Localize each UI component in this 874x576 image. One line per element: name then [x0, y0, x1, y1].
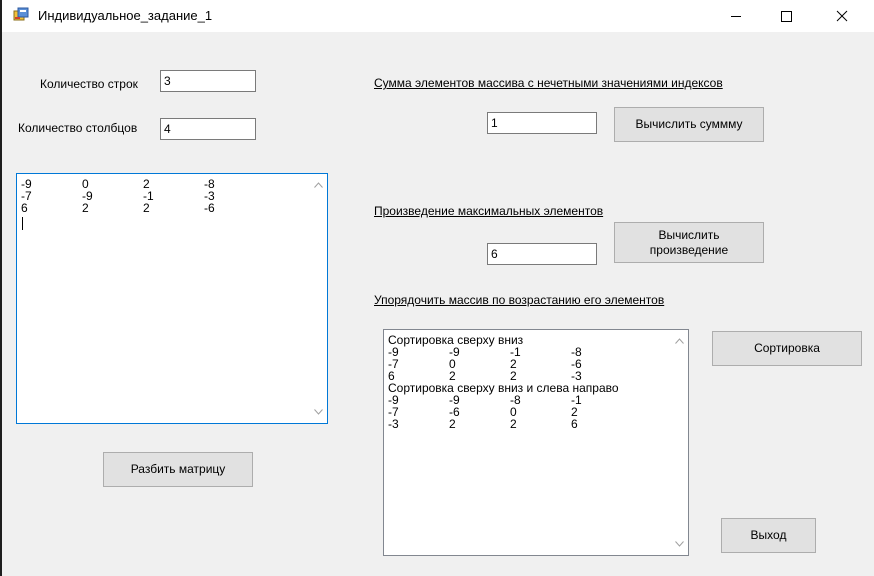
sort-content — [388, 334, 619, 430]
grid-cell: -7 — [388, 357, 399, 371]
sort-button[interactable]: Сортировка — [712, 331, 862, 366]
split-matrix-button[interactable]: Разбить матрицу — [103, 452, 253, 487]
grid-cell: 2 — [449, 369, 456, 383]
grid-row — [388, 358, 619, 370]
sort-scrollbar[interactable] — [671, 330, 688, 555]
grid-cell: 6 — [21, 201, 28, 215]
grid-cell: 2 — [449, 417, 456, 431]
scroll-down-icon[interactable] — [314, 409, 323, 415]
minimize-icon — [730, 10, 742, 22]
grid-cell: 0 — [510, 405, 517, 419]
main-window — [2, 0, 874, 576]
minimize-button[interactable] — [713, 0, 759, 32]
grid-cell: -9 — [388, 345, 399, 359]
compute-product-line1: Вычислить — [658, 227, 720, 242]
rows-label: Количество строк — [40, 77, 138, 91]
grid-cell: -9 — [449, 345, 460, 359]
product-label: Произведение максимальных элементов — [374, 204, 604, 218]
grid-cell: -9 — [449, 393, 460, 407]
grid-cell: 2 — [82, 201, 89, 215]
grid-row — [388, 394, 619, 406]
grid-cell: 6 — [388, 369, 395, 383]
rows-input[interactable]: 3 — [160, 70, 256, 92]
window-title: Индивидуальное_задание_1 — [38, 8, 213, 23]
matrix-textarea[interactable] — [16, 173, 328, 424]
text-line: Сортировка сверху вниз — [388, 333, 524, 347]
sort-result-textarea[interactable] — [383, 329, 689, 556]
grid-cell: 2 — [143, 177, 150, 191]
compute-product-button[interactable] — [614, 222, 764, 263]
scroll-up-icon[interactable] — [675, 338, 684, 344]
sort-label: Упорядочить массив по возрастанию его элементов — [374, 293, 665, 307]
grid-cell: -7 — [21, 189, 32, 203]
grid-cell: 2 — [571, 405, 578, 419]
grid-cell: -1 — [510, 345, 521, 359]
grid-cell: 2 — [510, 369, 517, 383]
cols-input[interactable]: 4 — [160, 118, 256, 140]
product-output[interactable]: 6 — [487, 243, 597, 265]
scroll-down-icon[interactable] — [675, 541, 684, 547]
app-icon — [13, 7, 29, 23]
grid-cell: -1 — [571, 393, 582, 407]
text-caret — [22, 217, 23, 230]
grid-cell: -3 — [388, 417, 399, 431]
compute-sum-button[interactable]: Вычислить суммму — [614, 107, 764, 142]
grid-cell: -3 — [204, 189, 215, 203]
grid-cell: 0 — [82, 177, 89, 191]
maximize-icon — [780, 10, 792, 22]
cols-label: Количество столбцов — [18, 121, 138, 135]
close-button[interactable] — [819, 0, 865, 32]
grid-cell: -6 — [571, 357, 582, 371]
grid-cell: 0 — [449, 357, 456, 371]
scroll-up-icon[interactable] — [314, 182, 323, 188]
grid-cell: 2 — [143, 201, 150, 215]
grid-row — [388, 406, 619, 418]
grid-row — [388, 346, 619, 358]
grid-cell: -8 — [571, 345, 582, 359]
maximize-button[interactable] — [763, 0, 809, 32]
matrix-scrollbar[interactable] — [310, 174, 327, 423]
grid-cell: 2 — [510, 357, 517, 371]
grid-cell: -9 — [82, 189, 93, 203]
sum-label: Сумма элементов массива с нечетными значениями индексов — [374, 76, 723, 90]
grid-cell: -6 — [204, 201, 215, 215]
title-bar — [2, 0, 874, 32]
sum-output[interactable]: 1 — [487, 112, 597, 134]
text-line: Сортировка сверху вниз и слева направо — [388, 381, 619, 395]
compute-product-line2: произведение — [649, 242, 729, 257]
grid-cell: -1 — [143, 189, 154, 203]
exit-button[interactable]: Выход — [721, 518, 816, 553]
grid-row — [388, 418, 619, 430]
grid-cell: -8 — [510, 393, 521, 407]
grid-cell: -8 — [204, 177, 215, 191]
grid-cell: -9 — [21, 177, 32, 191]
grid-cell: -6 — [449, 405, 460, 419]
close-icon — [836, 10, 848, 22]
grid-cell: -3 — [571, 369, 582, 383]
grid-cell: 6 — [571, 417, 578, 431]
grid-cell: -9 — [388, 393, 399, 407]
grid-cell: -7 — [388, 405, 399, 419]
grid-cell: 2 — [510, 417, 517, 431]
